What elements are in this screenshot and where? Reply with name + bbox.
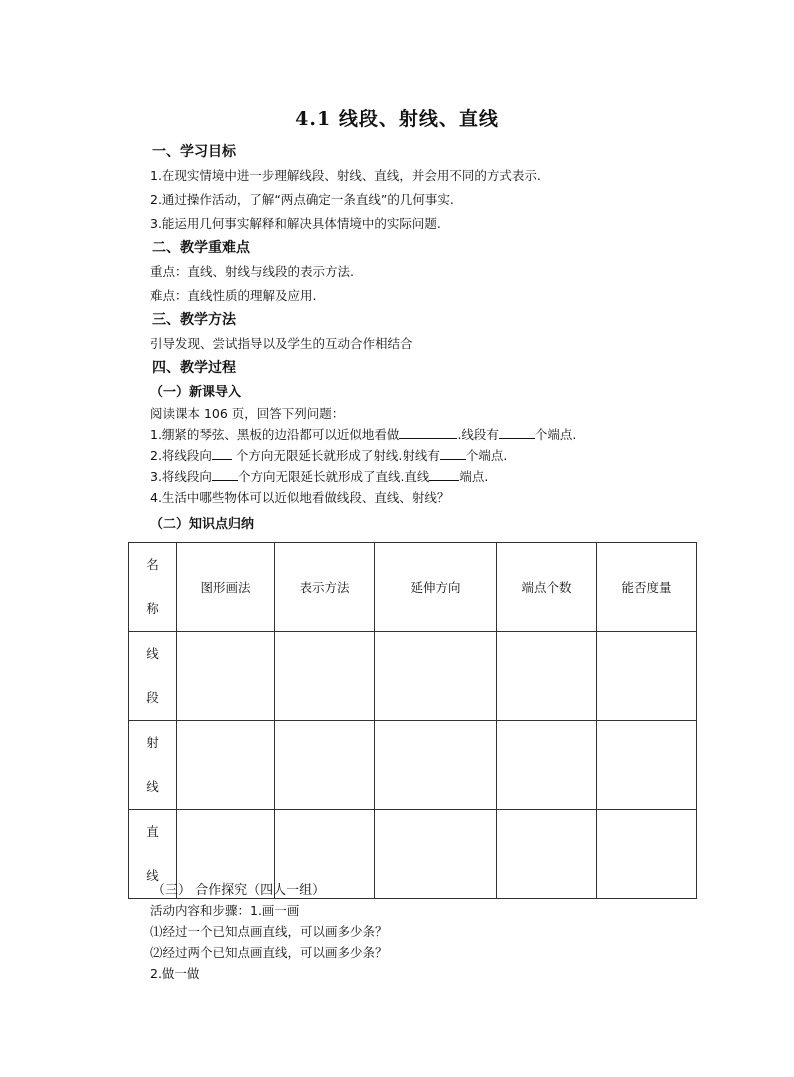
table-cell[interactable]: [375, 632, 497, 721]
table-cell[interactable]: [497, 721, 597, 810]
table-cell[interactable]: [597, 810, 697, 899]
intro-question-4: 4.生活中哪些物体可以近似地看做线段、直线、射线？: [150, 490, 450, 505]
row-label-ray: [129, 721, 177, 810]
teaching-method: 引导发现、尝试指导以及学生的互动合作相结合: [150, 336, 413, 351]
cooperate-heading: （三） 合作探究（四人一组）: [152, 883, 326, 898]
q1-text-a: 1.绷紧的琴弦、黑板的边沿都可以近似地看做: [150, 427, 400, 442]
goal-1: 1.在现实情境中进一步理解线段、射线、直线，并会用不同的方式表示.: [150, 168, 541, 183]
cooperate-steps: 活动内容和步骤：1.画一画: [150, 903, 300, 918]
row-label-segment: [129, 632, 177, 721]
row-label-char: 线: [146, 646, 159, 661]
row-label-char: 射: [146, 735, 159, 750]
table-cell[interactable]: [597, 721, 697, 810]
q3-text-c: 端点.: [459, 469, 489, 484]
header-cell-drawing: 图形画法: [177, 543, 275, 632]
cooperate-question-1: ⑴经过一个已知点画直线，可以画多少条？: [150, 924, 388, 939]
knowledge-heading: （二）知识点归纳: [150, 517, 255, 532]
row-label-char: 线: [146, 779, 159, 794]
table-cell[interactable]: [177, 721, 275, 810]
intro-heading: （一）新课导入: [150, 385, 242, 400]
table-cell[interactable]: [497, 632, 597, 721]
q3-blank-2[interactable]: [429, 469, 459, 481]
key-point-important: 重点：直线、射线与线段的表示方法.: [150, 264, 354, 279]
table-cell[interactable]: [375, 810, 497, 899]
q3-text-b: 个方向无限延长就形成了直线.直线: [237, 469, 430, 484]
q1-blank-2[interactable]: [499, 427, 535, 439]
q2-text-b: 个方向无限延长就形成了射线.射线有: [231, 448, 440, 463]
key-point-difficult: 难点：直线性质的理解及应用.: [150, 288, 317, 303]
q3-blank-1[interactable]: [212, 469, 238, 481]
header-cell-direction: 延伸方向: [375, 543, 497, 632]
intro-question-2: [150, 446, 507, 464]
intro-question-1: [150, 425, 576, 443]
q1-blank-1[interactable]: [399, 427, 457, 439]
row-label-char: 直: [146, 824, 159, 839]
header-cell-notation: 表示方法: [275, 543, 375, 632]
row-label-char: 段: [146, 690, 159, 705]
table-cell[interactable]: [597, 632, 697, 721]
table-cell[interactable]: [275, 721, 375, 810]
knowledge-table: [128, 542, 697, 899]
section-heading-process: 四、教学过程: [152, 360, 236, 376]
table-cell[interactable]: [275, 632, 375, 721]
header-cell-name: [129, 543, 177, 632]
cooperate-question-3: 2.做一做: [150, 966, 200, 981]
table-cell[interactable]: [375, 721, 497, 810]
row-label-char: 线: [146, 868, 159, 883]
table-row: [129, 632, 697, 721]
table-cell[interactable]: [177, 632, 275, 721]
section-heading-key-points: 二、教学重难点: [152, 240, 250, 256]
document-title: 4.1 线段、射线、直线: [295, 108, 499, 130]
header-name-char-1: 名: [146, 557, 159, 572]
goal-2: 2.通过操作活动，了解“两点确定一条直线”的几何事实.: [150, 192, 454, 207]
intro-question-3: [150, 467, 488, 485]
header-cell-measurable: 能否度量: [597, 543, 697, 632]
section-heading-goals: 一、学习目标: [152, 144, 236, 160]
header-cell-endpoints: 端点个数: [497, 543, 597, 632]
q1-text-b: .线段有: [457, 427, 499, 442]
section-heading-method: 三、教学方法: [152, 312, 236, 328]
table-header-row: [129, 543, 697, 632]
q3-text-a: 3.将线段向: [150, 469, 212, 484]
cooperate-question-2: ⑵经过两个已知点画直线，可以画多少条？: [150, 945, 388, 960]
header-name-char-2: 称: [146, 601, 159, 616]
intro-lead: 阅读课本 106 页，回答下列问题：: [150, 406, 345, 421]
q2-text-c: 个端点.: [465, 448, 508, 463]
table-row: [129, 721, 697, 810]
q2-text-a: 2.将线段向: [150, 448, 212, 463]
goal-3: 3.能运用几何事实解释和解决具体情境中的实际问题.: [150, 216, 441, 231]
q2-blank-1[interactable]: [212, 448, 232, 460]
q2-blank-2[interactable]: [440, 448, 466, 460]
table-cell[interactable]: [497, 810, 597, 899]
q1-text-c: 个端点.: [534, 427, 577, 442]
